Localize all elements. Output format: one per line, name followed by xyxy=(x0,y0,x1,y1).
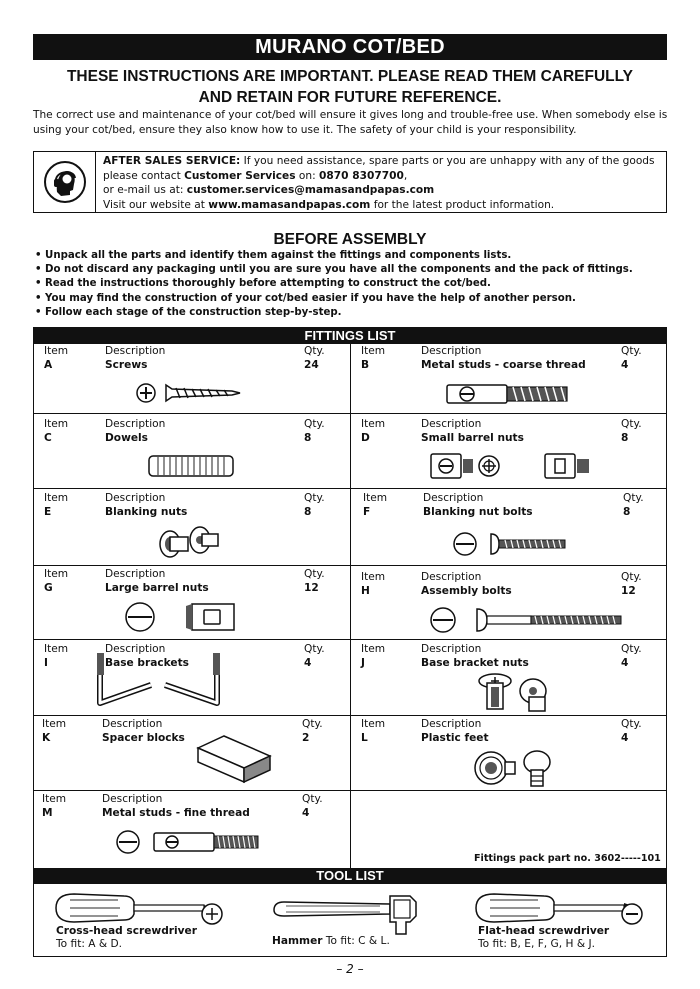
after-sales-box xyxy=(33,151,667,213)
important-heading xyxy=(33,66,667,108)
item-description: Assembly bolts xyxy=(421,585,512,597)
fitting-h: Item Description Qty. H Assembly bolts 12 xyxy=(351,571,667,639)
tool-list-title: TOOL LIST xyxy=(34,868,666,884)
hammer-icon xyxy=(270,888,440,938)
row-divider xyxy=(34,790,666,791)
item-description: Metal studs - fine thread xyxy=(102,807,250,819)
flat-head-screwdriver-icon xyxy=(474,888,644,928)
item-letter: M xyxy=(42,807,53,819)
item-letter: G xyxy=(44,582,53,594)
fitting-j: Item Description Qty. J Base bracket nuts 4 xyxy=(351,643,667,715)
base-bracket-nut-icon xyxy=(473,671,563,715)
fitting-l: Item Description Qty. L Plastic feet 4 xyxy=(351,718,667,790)
after-sales-label: AFTER SALES SERVICE: xyxy=(103,155,241,167)
item-letter: D xyxy=(361,432,370,444)
page-number: – 2 – xyxy=(336,962,364,976)
fitting-m: Item Description Qty. M Metal studs - fine thread 4 xyxy=(34,793,350,865)
screw-icon xyxy=(134,379,244,407)
metal-stud-fine-icon xyxy=(114,827,264,857)
item-quantity: 4 xyxy=(304,657,312,669)
row-divider xyxy=(34,565,666,566)
fitting-c: Item Description Qty. C Dowels 8 xyxy=(34,418,350,488)
item-letter: B xyxy=(361,359,370,371)
item-quantity: 4 xyxy=(302,807,310,819)
item-quantity: 24 xyxy=(304,359,319,371)
flat-head-screwdriver-label: Flat-head screwdriver To fit: B, E, F, G, H & J. xyxy=(478,925,610,950)
list-item: • Read the instructions thoroughly before attempting to construct the cot/bed. xyxy=(35,278,491,290)
item-description: Dowels xyxy=(105,432,148,444)
page-title: MURANO COT/BED xyxy=(33,34,667,60)
before-assembly-title: BEFORE ASSEMBLY xyxy=(273,231,427,248)
base-bracket-icon xyxy=(89,649,229,711)
item-quantity: 4 xyxy=(621,657,629,669)
item-quantity: 12 xyxy=(304,582,319,594)
phone-number: 0870 8307700 xyxy=(319,169,404,182)
spacer-block-icon xyxy=(194,732,274,786)
row-divider xyxy=(34,488,666,489)
item-quantity: 8 xyxy=(623,506,631,518)
cross-head-screwdriver-icon xyxy=(54,888,224,928)
fittings-list-title: FITTINGS LIST xyxy=(34,328,666,344)
item-description: Screws xyxy=(105,359,148,371)
item-quantity: 4 xyxy=(621,359,629,371)
item-description: Spacer blocks xyxy=(102,732,185,744)
item-quantity: 8 xyxy=(304,506,312,518)
website-link: www.mamasandpapas.com xyxy=(208,198,371,211)
item-description: Plastic feet xyxy=(421,732,489,744)
item-letter: A xyxy=(44,359,53,371)
row-divider xyxy=(34,639,666,640)
item-letter: J xyxy=(361,657,365,669)
fittings-pack-part-number: Fittings pack part no. 3602-----101 xyxy=(474,853,661,864)
heading-line-2: AND RETAIN FOR FUTURE REFERENCE. xyxy=(198,89,502,106)
item-quantity: 8 xyxy=(304,432,312,444)
item-letter: K xyxy=(42,732,51,744)
assembly-bolt-icon xyxy=(427,605,627,635)
item-letter: F xyxy=(363,506,371,518)
item-letter: C xyxy=(44,432,52,444)
before-assembly-list xyxy=(35,249,675,320)
dowel-icon xyxy=(146,452,236,480)
list-item: • Unpack all the parts and identify them against the fittings and components lists. xyxy=(35,250,512,261)
fitting-d: Item Description Qty. D Small barrel nuts 8 xyxy=(351,418,667,488)
item-description: Large barrel nuts xyxy=(105,582,209,594)
list-item: • Follow each stage of the construction step-by-step. xyxy=(35,306,342,318)
cross-head-screwdriver-label: Cross-head screwdriver To fit: A & D. xyxy=(56,925,197,950)
item-quantity: 12 xyxy=(621,585,636,597)
item-letter: L xyxy=(361,732,368,744)
large-barrel-nut-icon xyxy=(122,600,252,634)
item-description: Small barrel nuts xyxy=(421,432,524,444)
fitting-i: Item Description Qty. I Base brackets 4 xyxy=(34,643,350,715)
fitting-e: Item Description Qty. E Blanking nuts 8 xyxy=(34,492,350,564)
fitting-b: Item Description Qty. B Metal studs - coarse thread 4 xyxy=(351,345,667,413)
item-description: Base bracket nuts xyxy=(421,657,529,669)
item-description: Base brackets xyxy=(105,657,189,669)
item-letter: E xyxy=(44,506,52,518)
list-item: • You may find the construction of your cot/bed easier if you have the help of another person. xyxy=(35,292,576,304)
blanking-nut-icon xyxy=(154,522,224,560)
fittings-list xyxy=(33,327,667,957)
fitting-g: Item Description Qty. G Large barrel nuts 12 xyxy=(34,568,350,638)
email-address: customer.services@mamasandpapas.com xyxy=(186,184,435,196)
fitting-k: Item Description Qty. K Spacer blocks 2 xyxy=(34,718,350,790)
blanking-nut-bolt-icon xyxy=(451,530,571,558)
item-letter: H xyxy=(361,585,370,597)
item-quantity: 2 xyxy=(302,732,310,744)
heading-line-1: THESE INSTRUCTIONS ARE IMPORTANT. PLEASE READ THEM CAREFULLY xyxy=(66,68,634,85)
list-item: • Do not discard any packaging until you are sure you have all the components and the pack of fittings. xyxy=(35,264,633,276)
item-description: Blanking nut bolts xyxy=(423,506,533,518)
plastic-foot-icon xyxy=(469,746,569,790)
customer-services-label: Customer Services xyxy=(184,169,296,182)
fitting-f: Item Description Qty. F Blanking nut bolts 8 xyxy=(351,492,667,564)
item-description: Metal studs - coarse thread xyxy=(421,359,586,371)
intro-paragraph: The correct use and maintenance of your cot/bed will ensure it gives long and trouble-free use. When somebody else is using your cot/bed, ensure they also know how to use it. The safety of your child is your responsibility. xyxy=(33,109,668,136)
metal-stud-coarse-icon xyxy=(443,379,573,409)
fitting-a: Item Description Qty. A Screws 24 xyxy=(34,345,350,413)
item-description: Blanking nuts xyxy=(105,506,188,518)
row-divider xyxy=(34,413,666,414)
small-barrel-nut-icon xyxy=(427,450,637,482)
customer-service-headset-icon xyxy=(34,152,96,212)
item-quantity: 8 xyxy=(621,432,629,444)
item-letter: I xyxy=(44,657,48,669)
hammer-label: Hammer To fit: C & L. xyxy=(272,935,390,947)
after-sales-text: AFTER SALES SERVICE: If you need assistance, spare parts or you are unhappy with any of the goods please contact Customer Services on: 0870 8307700, or e-mail us at: customer.services@mamasandpapas.com Visit our website at www.mamasandpapas.com for the latest product information. xyxy=(103,155,655,211)
row-divider xyxy=(34,715,666,716)
item-quantity: 4 xyxy=(621,732,629,744)
